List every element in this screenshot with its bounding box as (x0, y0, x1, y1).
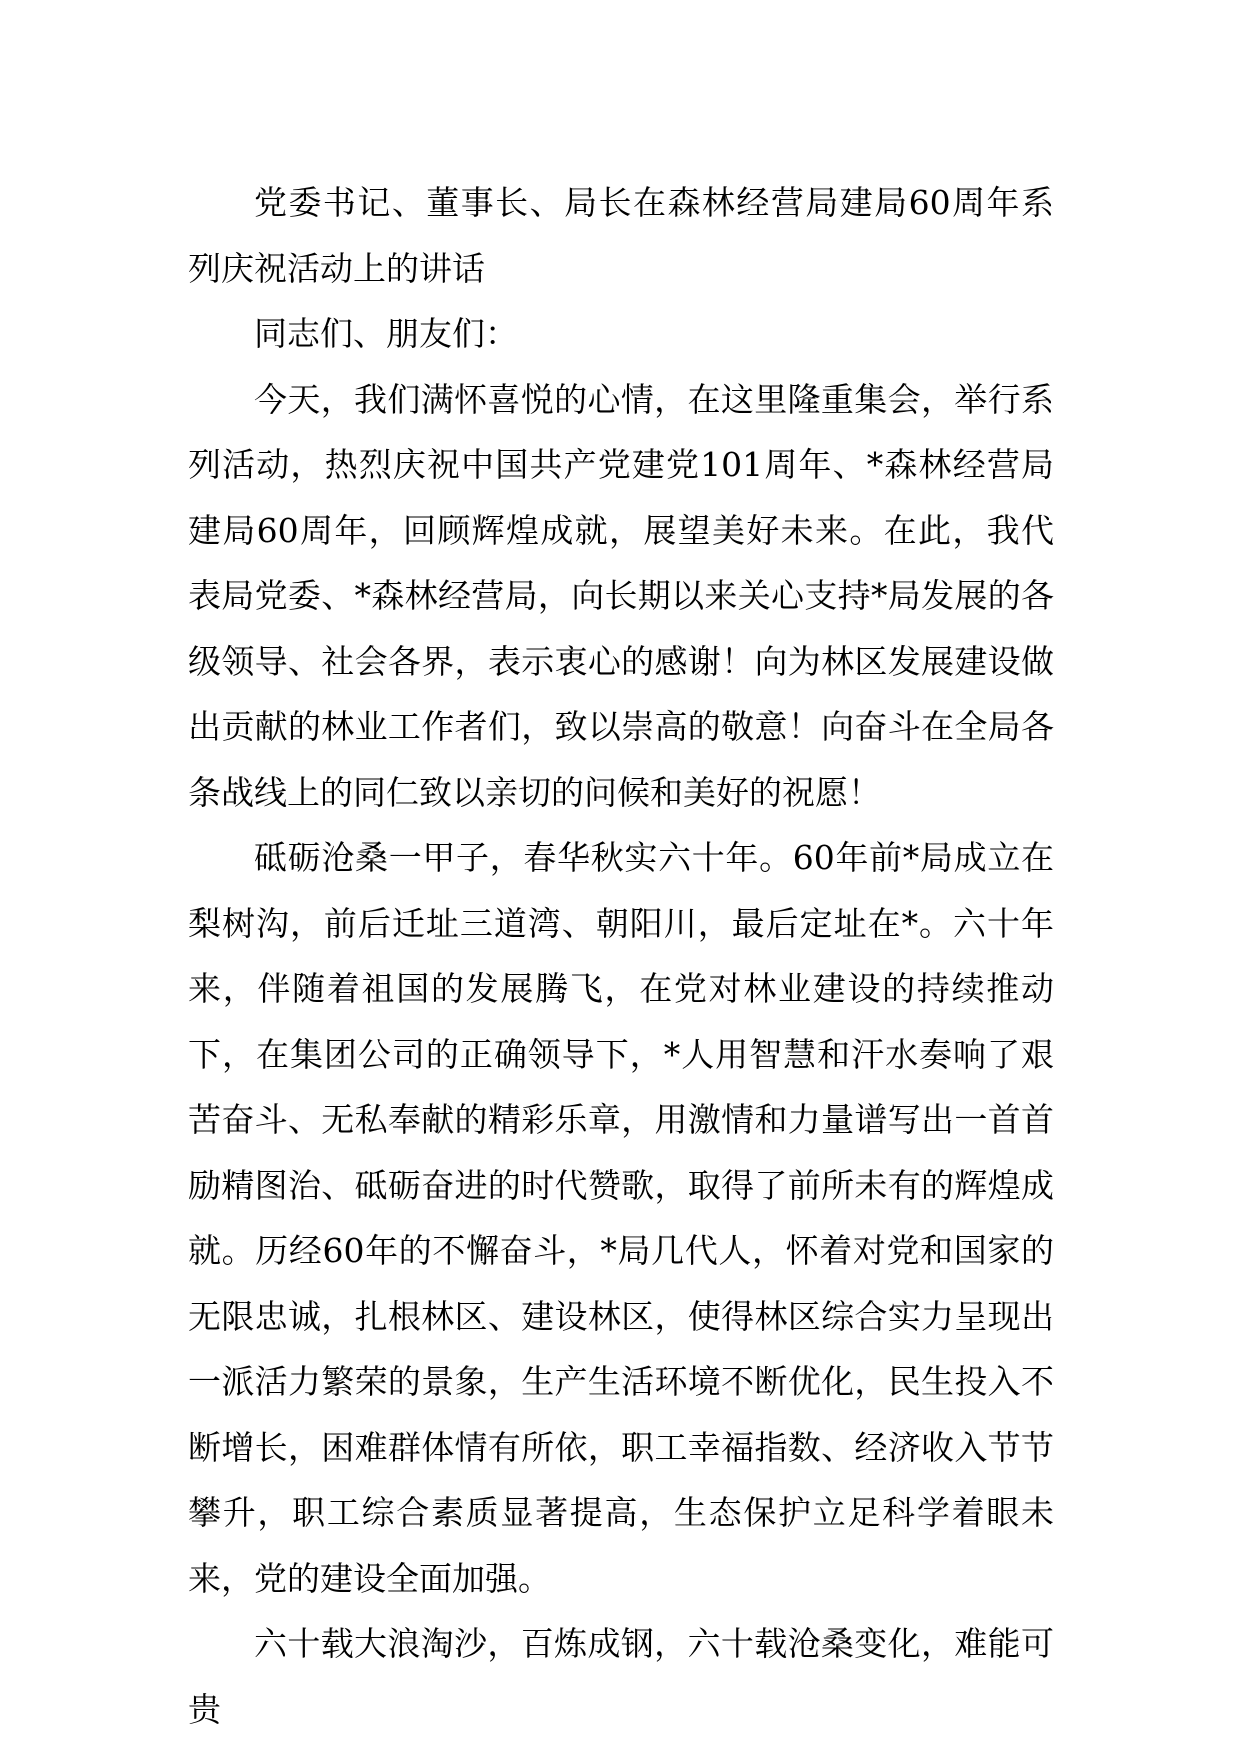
paragraph-3: 六十载大浪淘沙，百炼成钢，六十载沧桑变化，难能可贵 (188, 1624, 1054, 1729)
document-title: 党委书记、董事长、局长在森林经营局建局60周年系列庆祝活动上的讲话 (188, 183, 1054, 288)
document-body (188, 170, 1054, 1742)
salutation: 同志们、朋友们： (254, 314, 518, 353)
paragraph-1: 今天，我们满怀喜悦的心情，在这里隆重集会，举行系列活动，热烈庆祝中国共产党建党101周年、*森林经营局建局60周年，回顾辉煌成就，展望美好未来。在此，我代表局党委、*森林经营局，向长期以来关心支持*局发展的各级领导、社会各界，表示衷心的感谢！向为林区发展建设做出贡献的林业工作者们，致以崇高的敬意！向奋斗在全局各条战线上的同仁致以亲切的问候和美好的祝愿！ (188, 379, 1054, 812)
paragraph-2: 砥砺沧桑一甲子，春华秋实六十年。60年前*局成立在梨树沟，前后迁址三道湾、朝阳川，最后定址在*。六十年来，伴随着祖国的发展腾飞，在党对林业建设的持续推动下，在集团公司的正确领导下，*人用智慧和汗水奏响了艰苦奋斗、无私奉献的精彩乐章，用激情和力量谱写出一首首励精图治、砥砺奋进的时代赞歌，取得了前所未有的辉煌成就。历经60年的不懈奋斗，*局几代人，怀着对党和国家的无限忠诚，扎根林区、建设林区，使得林区综合实力呈现出一派活力繁荣的景象，生产生活环境不断优化，民生投入不断增长，困难群体情有所依，职工幸福指数、经济收入节节攀升，职工综合素质显著提高，生态保护立足科学着眼未来，党的建设全面加强。 (188, 838, 1054, 1598)
